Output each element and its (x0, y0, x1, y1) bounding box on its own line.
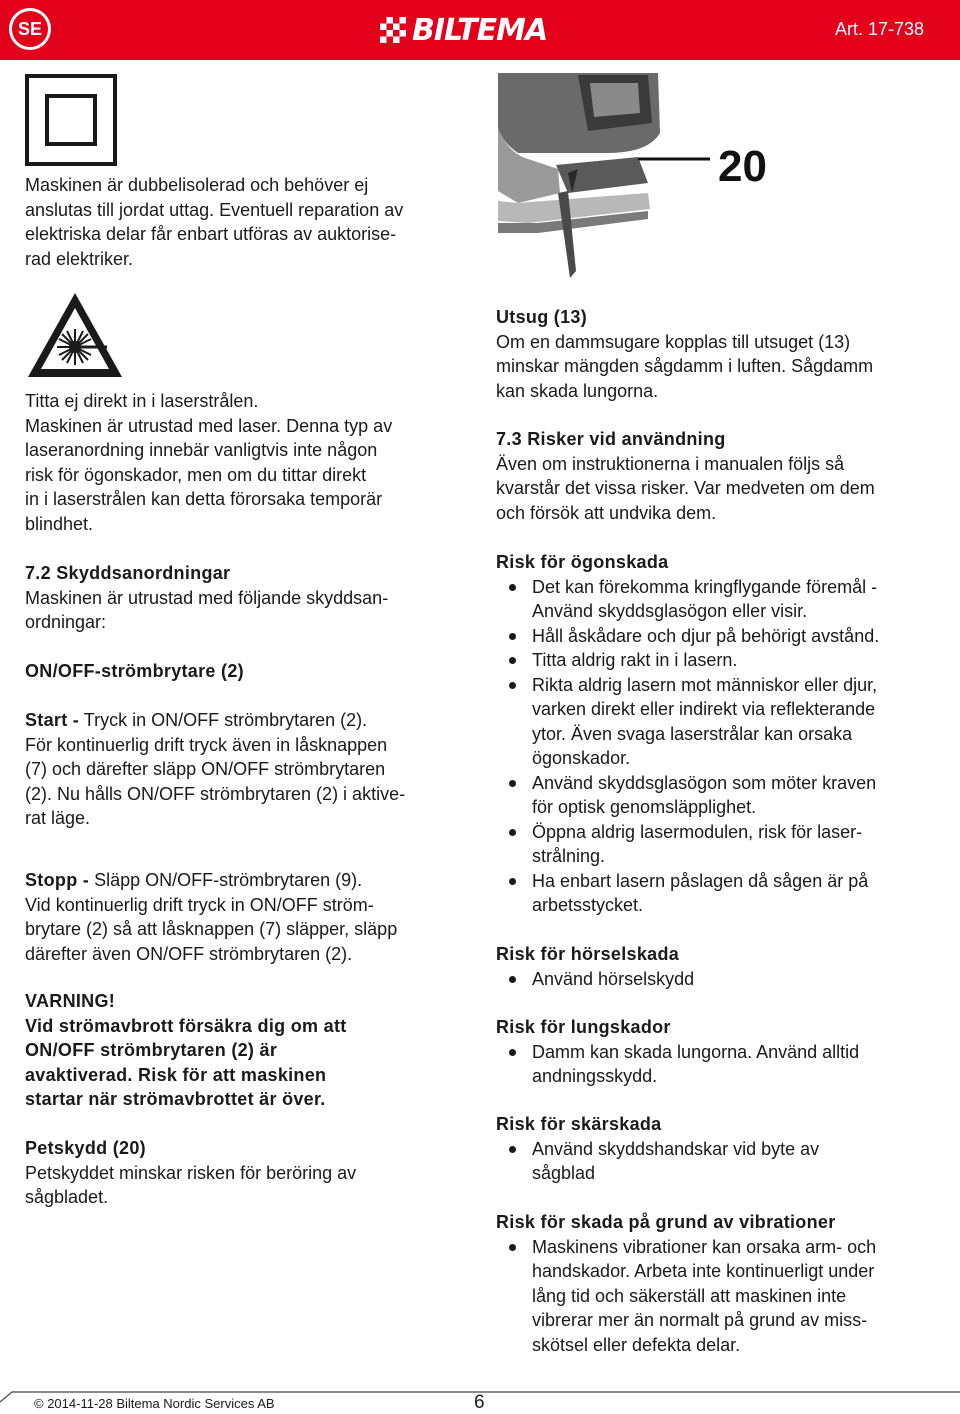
lung-risk-section (496, 1015, 941, 1089)
start-instructions: Start - Tryck in ON/OFF strömbrytaren (2). För kontinuerlig drift tryck även in låsknappen (7) och därefter släpp ON/OFF strömbrytaren (2). Nu hålls ON/OFF strömbrytaren (2) i aktive- rat läge. (25, 710, 406, 828)
warning-title: VARNING! (25, 991, 116, 1011)
section-heading: 7.2 Skyddsanordningar (25, 563, 231, 583)
list-item: Använd skyddshandskar vid byte av sågblad (496, 1137, 941, 1186)
list-item: Använd hörselskydd (496, 967, 941, 992)
article-number: Art. 17-738 (834, 19, 924, 39)
double-insulation-text: Maskinen är dubbelisolerad och behöver ej anslutas till jordat uttag. Eventuell reparation av elektriska delar får enbart utföras av auktorise- rad elektriker. (25, 175, 404, 269)
photo-callout-label: 20 (718, 142, 767, 191)
list-item: Maskinens vibrationer kan orsaka arm- och handskador. Arbeta inte kontinuerligt under lång tid och säkerställ att maskinen inte vibrerar mer än normalt på grund av miss- skötsel eller defekta delar. (496, 1235, 941, 1358)
copyright: © 2014-11-28 Biltema Nordic Services AB (34, 1396, 275, 1411)
list-item: Det kan förekomma kringflygande föremål - Använd skyddsglasögon eller visir. (496, 575, 941, 624)
hearing-risk-section (496, 942, 941, 991)
dust-section: Utsug (13) Om en dammsugare kopplas till utsuget (13) minskar mängden sågdamm i luften. Sågdamm kan skada lungorna. (496, 305, 941, 403)
lung-risk-heading: Risk för lungskador (496, 1017, 671, 1037)
brand-name: BILTEMA (412, 12, 548, 48)
list-item: Titta aldrig rakt in i lasern. (496, 648, 941, 673)
cut-risk-heading: Risk för skärskada (496, 1114, 662, 1134)
risks-heading: 7.3 Risker vid användning (496, 429, 726, 449)
protective-section: 7.2 Skyddsanordningar Maskinen är utrustad med följande skyddsan- ordningar: (25, 561, 475, 635)
list-item: Rikta aldrig lasern mot människor eller djur, varken direkt eller indirekt via reflekterande ytor. Även svaga laserstrålar kan orsaka ögonskador. (496, 673, 941, 771)
language-badge: SE (9, 8, 51, 50)
blade-guard-heading: Petskydd (20) (25, 1138, 146, 1158)
vibration-risk-section (496, 1210, 941, 1357)
laser-warning-icon (25, 289, 125, 381)
list-item: Öppna aldrig lasermodulen, risk för laser- strålning. (496, 820, 941, 869)
laser-text: Titta ej direkt in i laserstrålen. Maskinen är utrustad med laser. Denna typ av laseranordning innebär vanligtvis inte någon risk för ögonskador, men om du tittar direkt in i laserstrålen kan detta förorsaka temporär blindhet. (25, 391, 393, 534)
brand-logo (380, 12, 548, 48)
start-label: Start - (25, 710, 80, 730)
checkered-flag-icon (380, 17, 406, 43)
hearing-risk-heading: Risk för hörselskada (496, 944, 680, 964)
blade-guard-section: Petskydd (20) Petskyddet minskar risken för beröring av sågbladet. (25, 1136, 475, 1210)
stop-label: Stopp - (25, 870, 90, 890)
double-square-icon (25, 74, 117, 166)
vibration-risk-heading: Risk för skada på grund av vibrationer (496, 1212, 836, 1232)
cut-risk-section (496, 1112, 941, 1186)
risks-section: 7.3 Risker vid användning Även om instruktionerna i manualen följs så kvarstår det vissa risker. Var medveten om dem och försök att undvika dem. (496, 427, 941, 525)
eye-risk-heading: Risk för ögonskada (496, 552, 669, 572)
eye-risk-section (496, 550, 941, 918)
stop-instructions: Stopp - Släpp ON/OFF-strömbrytaren (9). Vid kontinuerlig drift tryck in ON/OFF ström- brytare (2) så att låsknappen (7) släpper, släpp därefter även ON/OFF strömbrytaren (2). (25, 870, 398, 964)
list-item: Ha enbart lasern påslagen då sågen är på arbetsstycket. (496, 869, 941, 918)
dust-heading: Utsug (13) (496, 307, 588, 327)
header-bar (0, 0, 960, 60)
list-item: Använd skyddsglasögon som möter kraven för optisk genomsläpplighet. (496, 771, 941, 820)
switch-heading: ON/OFF-strömbrytare (2) (25, 661, 244, 681)
page-number: 6 (474, 1392, 485, 1413)
warning-block: VARNING! Vid strömavbrott försäkra dig om att ON/OFF strömbrytaren (2) är avaktiverad. Risk för att maskinen startar när strömavbrottet är över. (25, 989, 475, 1112)
list-item: Håll åskådare och djur på behörigt avstånd. (496, 624, 941, 649)
jigsaw-photo (498, 73, 798, 295)
list-item: Damm kan skada lungorna. Använd alltid andningsskydd. (496, 1040, 941, 1089)
